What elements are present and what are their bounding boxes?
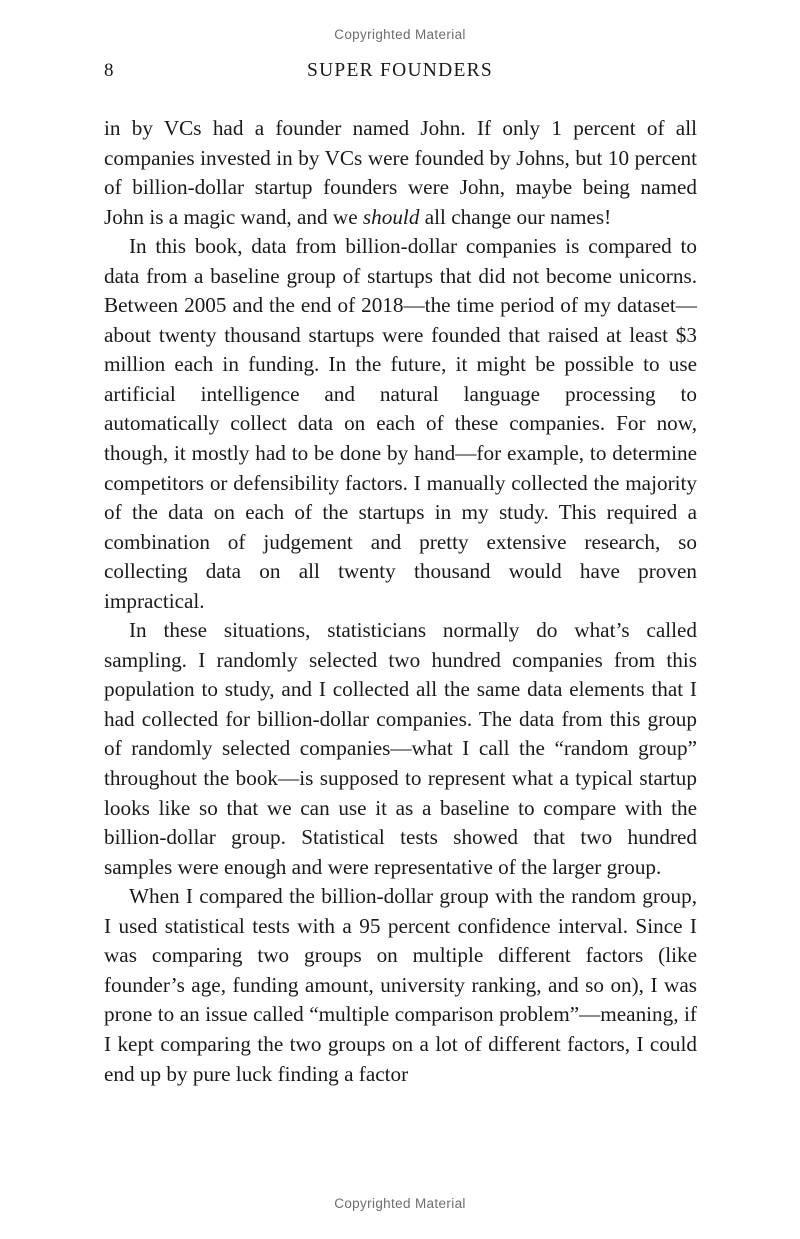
paragraph-2: In this book, data from billion-dollar companies is compared to data from a baseline group of startups that did not become unicorns. Between 2005 and the end of 2018—the time period of my dataset—about twenty thousand startups were founded that raised at least $3 million each in funding. In the future, it might be possible to use artificial intelligence and natural language processing to automatically collect data on each of these companies. For now, though, it mostly had to be done by hand—for example, to determine competitors or defensibility factors. I manually collected the majority of the data on each of the startups in my study. This required a combination of judgement and pretty extensive research, so collecting data on all twenty thousand would have proven impractical.: [104, 234, 697, 613]
copyright-watermark-bottom: Copyrighted Material: [334, 1196, 466, 1211]
page-number: 8: [104, 60, 114, 81]
body-text-block: [104, 114, 697, 1089]
paragraph-3: In these situations, statisticians normally do what’s called sampling. I randomly selected two hundred companies from this population to study, and I collected all the same data elements that I had collected for billion-dollar companies. The data from this group of randomly selected companies—what I call the “random group” throughout the book—is supposed to represent what a typical startup looks like so that we can use it as a baseline to compare with the billion-dollar group. Statistical tests showed that two hundred samples were enough and were representative of the larger group.: [104, 618, 697, 879]
paragraph-1-text-before-emphasis: in by VCs had a founder named John. If only 1 percent of all companies invested in by VCs were founded by Johns, but 10 percent of billion-dollar startup founders were John, maybe being named John is a magic wand, and we: [104, 116, 697, 229]
paragraph-4: When I compared the billion-dollar group with the random group, I used statistical tests with a 95 percent confidence interval. Since I was comparing two groups on multiple different factors (like founder’s age, funding amount, university ranking, and so on), I was prone to an issue called “multiple comparison problem”—meaning, if I kept comparing the two groups on a lot of different factors, I could end up by pure luck finding a factor: [104, 884, 697, 1086]
running-head: [104, 59, 696, 83]
paragraph-1-text-after-emphasis: all change our names!: [419, 204, 612, 229]
paragraph-1-emphasis: should: [362, 204, 420, 229]
paragraph-1: [104, 114, 697, 232]
copyright-watermark-top: Copyrighted Material: [334, 27, 466, 42]
running-title: SUPER FOUNDERS: [306, 60, 493, 81]
